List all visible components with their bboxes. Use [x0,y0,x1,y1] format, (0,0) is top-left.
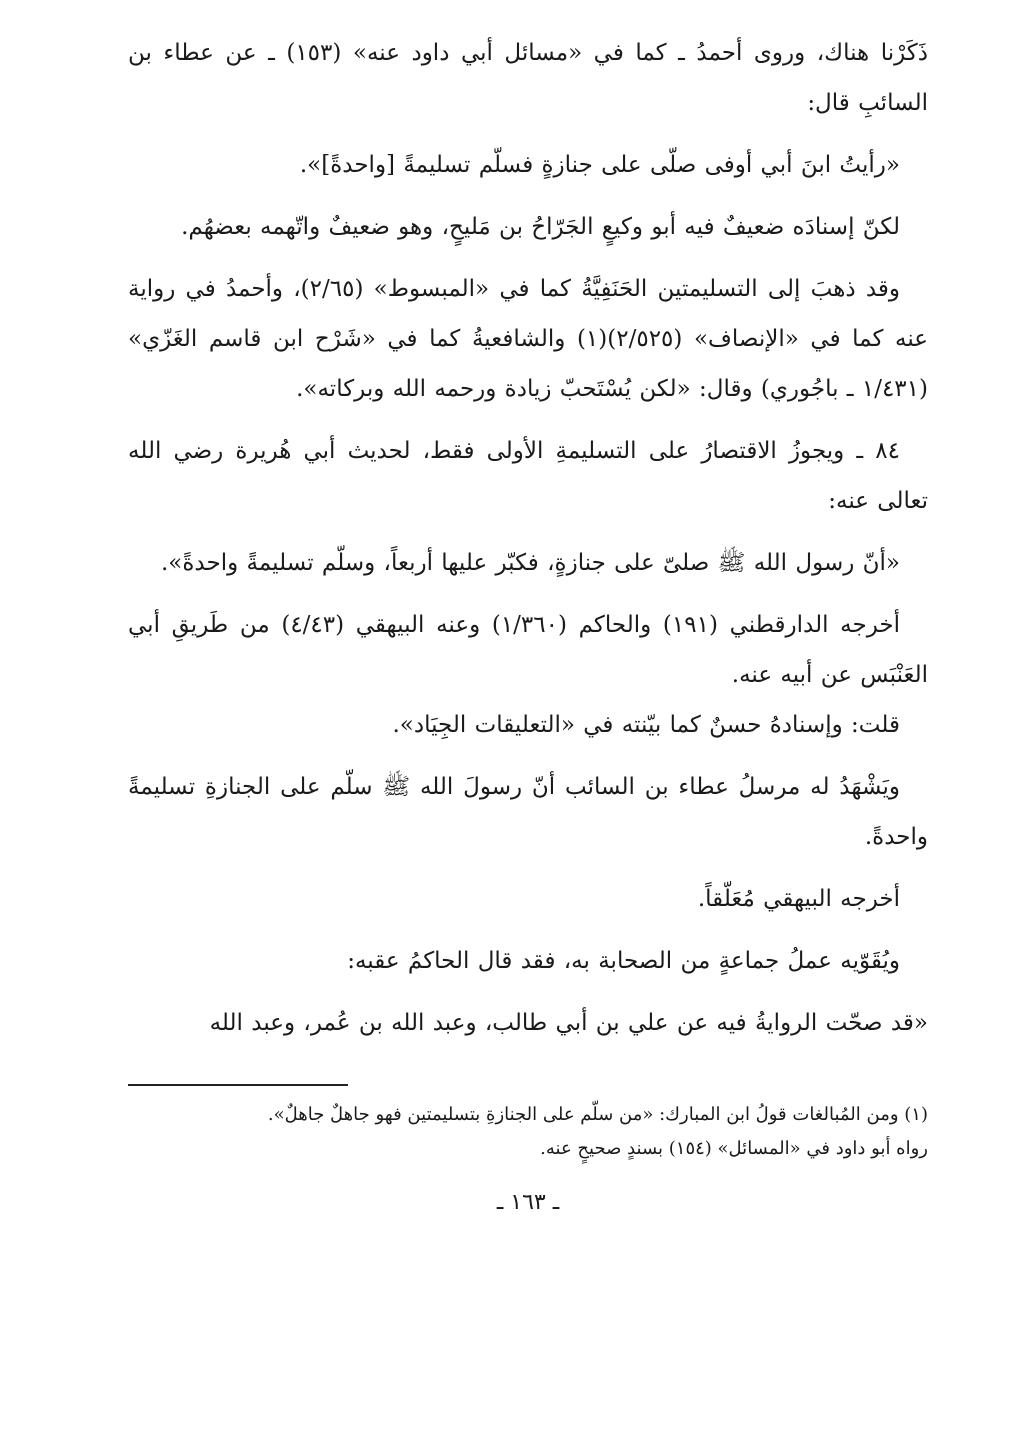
page-number: ـ ١٦٣ ـ [496,1190,560,1215]
paragraph-9: ويَشْهَدُ له مرسلُ عطاء بن السائب أنّ رسولَ الله ﷺ سلّم على الجنازةِ تسليمةً واحدةً. [128,774,928,850]
paragraph-8: قلت: وإسنادهُ حسنٌ كما بيّنته في «التعليقات الجِيَاد». [392,712,900,738]
paragraph-11: ويُقَوّيه عملُ جماعةٍ من الصحابة به، فقد قال الحاكمُ عقبه: [347,948,900,974]
footnote-1: (١) ومن المُبالغات قولُ ابن المبارك: «من سلّم على الجنازةِ بتسليمتين فهو جاهلٌ جاهلٌ». [267,1104,928,1125]
paragraph-10: أخرجه البيهقي مُعَلّقاً. [697,886,900,912]
document-page [0,28,1024,1450]
paragraph-1: ذَكَرْنا هناك، وروى أحمدُ ـ كما في «مسائل أبي داود عنه» (١٥٣) ـ عن عطاء بن السائبِ قال: [128,40,928,116]
paragraph-3: لكنّ إسنادَه ضعيفٌ فيه أبو وكيعٍ الجَرّاحُ بن مَليحٍ، وهو ضعيفٌ واتّهمه بعضهُم. [181,214,900,240]
paragraph-5: ٨٤ ـ ويجوزُ الاقتصارُ على التسليمةِ الأولى فقط، لحديث أبي هُريرة رضي الله تعالى عنه: [128,438,928,514]
paragraph-4: وقد ذهبَ إلى التسليمتين الحَنَفِيَّةُ كما في «المبسوط» (٢/٦٥)، وأحمدُ في رواية عنه كما في «الإنصاف» (٢/٥٢٥)(١) والشافعيةُ كما في «شَرْح ابن قاسم الغَزّي» (١/٤٣١ ـ باجُوري) وقال: «لكن يُسْتَحبّ زيادة ورحمه الله وبركاته». [128,276,928,402]
footnote-1-continuation: رواه أبو داود في «المسائل» (١٥٤) بسندٍ صحيحٍ عنه. [540,1138,928,1159]
main-text [128,28,928,1048]
paragraph-12: «قد صحّت الروايةُ فيه عن علي بن أبي طالب، وعبد الله بن عُمر، وعبد الله [209,1010,928,1036]
footnote-separator [128,1084,348,1086]
paragraph-7: أخرجه الدارقطني (١٩١) والحاكم (١/٣٦٠) وعنه البيهقي (٤/٤٣) من طَريقِ أبي العَنْبَس عن أبيه عنه. [128,612,928,688]
footnotes [128,1098,928,1166]
paragraph-6: «أنّ رسول الله ﷺ صلىّ على جنازةٍ، فكبّر عليها أربعاً، وسلّم تسليمةً واحدةً». [160,550,900,576]
paragraph-2: «رأيتُ ابنَ أبي أوفى صلّى على جنازةٍ فسلّم تسليمةً [واحدةً]». [299,152,900,178]
